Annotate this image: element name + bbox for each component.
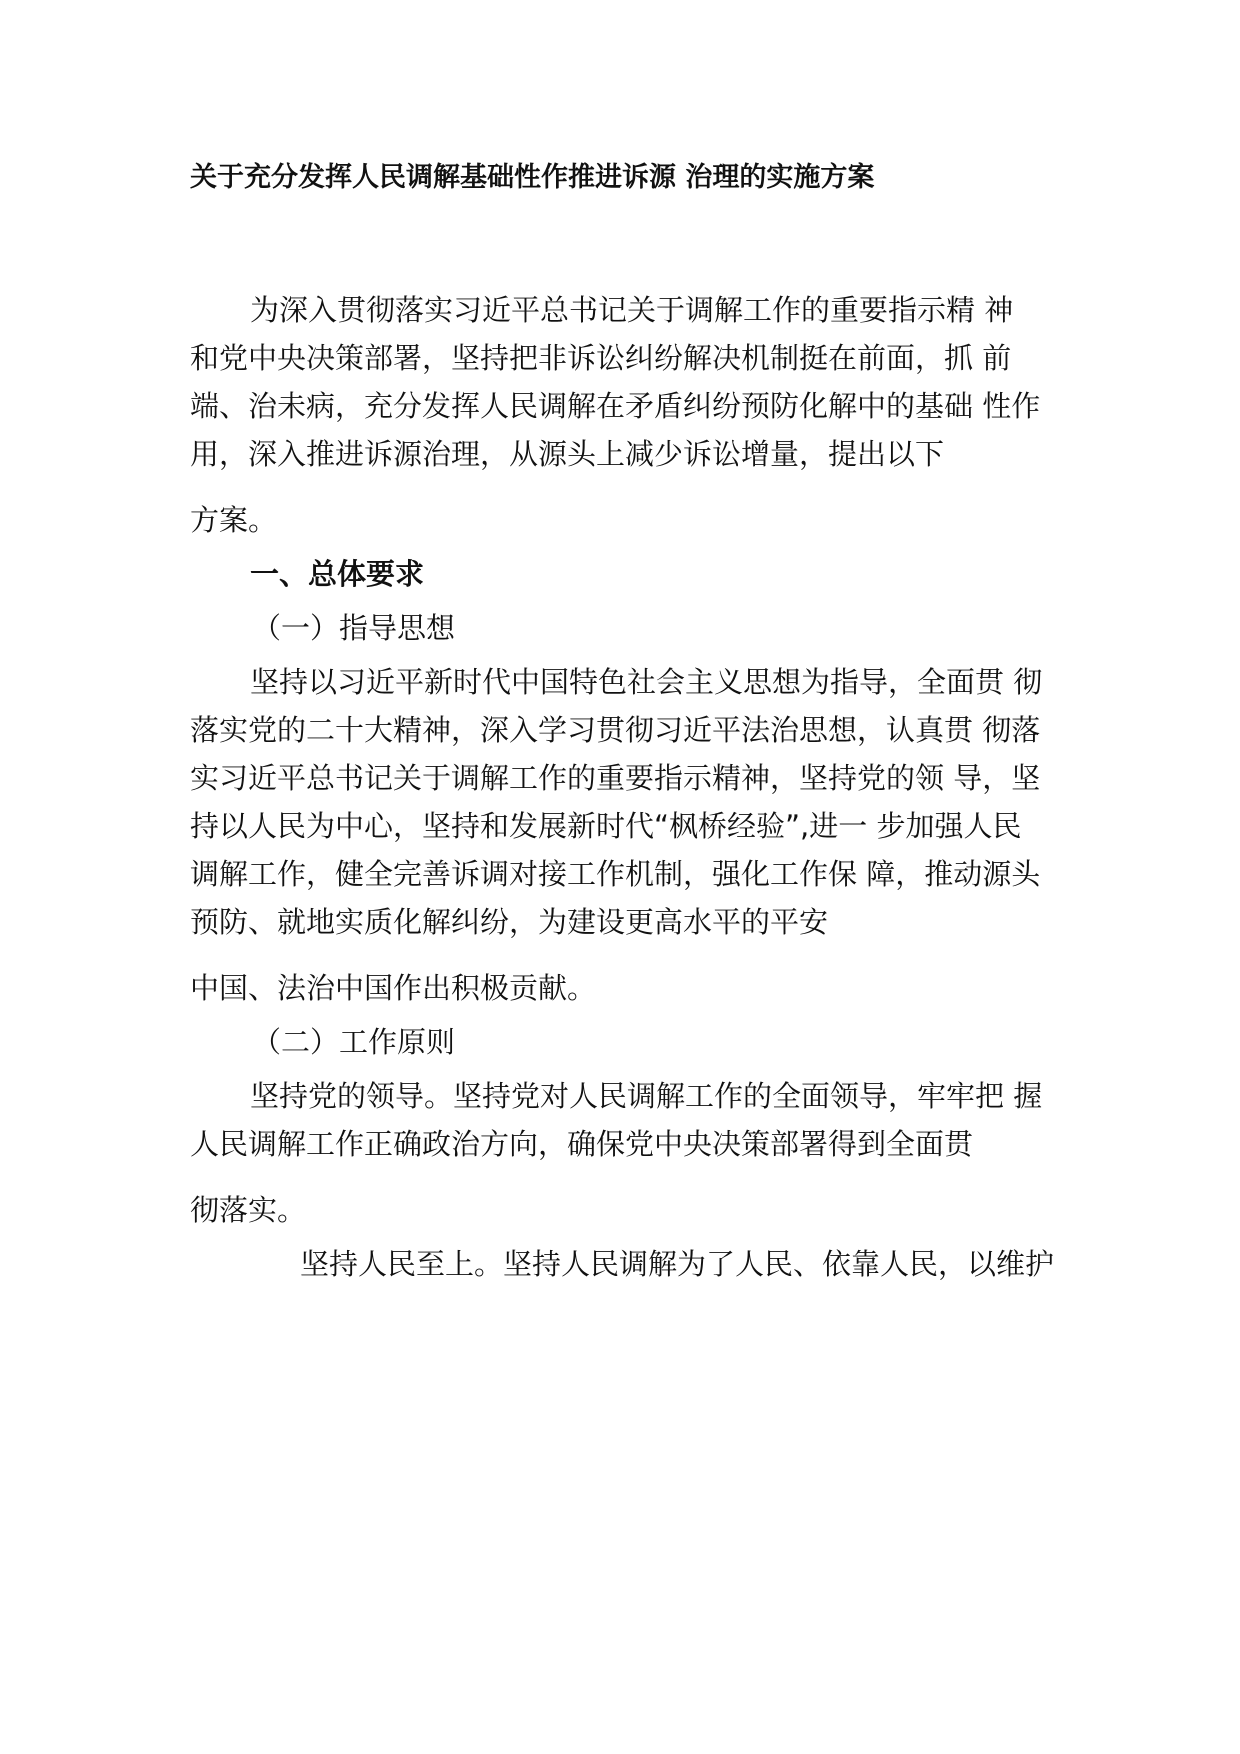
guiding-thought-line-4: 持以人民为中心，坚持和发展新时代“枫桥经验”,进一 步加强人民 (190, 809, 1022, 843)
intro-line-3: 端、治未病，充分发挥人民调解在矛盾纠纷预防化解中的基础 性作 (190, 389, 1041, 423)
guiding-thought-line-5: 调解工作，健全完善诉调对接工作机制，强化工作保 障，推动源头 (190, 857, 1041, 891)
principle-party-line-1: 坚持党的领导。坚持党对人民调解工作的全面领导，牢牢把 握 (250, 1079, 1043, 1113)
guiding-thought-line-1: 坚持以习近平新时代中国特色社会主义思想为指导，全面贯 彻 (250, 665, 1043, 699)
intro-line-4: 用，深入推进诉源治理，从源头上减少诉讼增量，提出以下 (190, 437, 945, 471)
guiding-thought-line-3: 实习近平总书记关于调解工作的重要指示精神，坚持党的领 导，坚 (190, 761, 1041, 795)
guiding-thought-line-7: 中国、法治中国作出积极贡献。 (190, 971, 597, 1005)
intro-line-5: 方案。 (190, 503, 278, 537)
subsection-1-heading: （一）指导思想 (252, 611, 456, 645)
section-1-heading: 一、总体要求 (250, 557, 425, 591)
principle-party-line-3: 彻落实。 (190, 1193, 307, 1227)
principle-party-line-2: 人民调解工作正确政治方向，确保党中央决策部署得到全面贯 (190, 1127, 974, 1161)
document-title: 关于充分发挥人民调解基础性作推进诉源 治理的实施方案 (190, 162, 875, 193)
subsection-2-heading: （二）工作原则 (252, 1025, 456, 1059)
intro-line-2: 和党中央决策部署，坚持把非诉讼纠纷解决机制挺在前面，抓 前 (190, 341, 1012, 375)
guiding-thought-line-2: 落实党的二十大精神，深入学习贯彻习近平法治思想，认真贯 彻落 (190, 713, 1041, 747)
guiding-thought-line-6: 预防、就地实质化解纠纷，为建设更高水平的平安 (190, 905, 829, 939)
principle-people-line-1: 坚持人民至上。坚持人民调解为了人民、依靠人民，以维护 (300, 1247, 1055, 1281)
intro-line-1: 为深入贯彻落实习近平总书记关于调解工作的重要指示精 神 (250, 293, 1014, 327)
